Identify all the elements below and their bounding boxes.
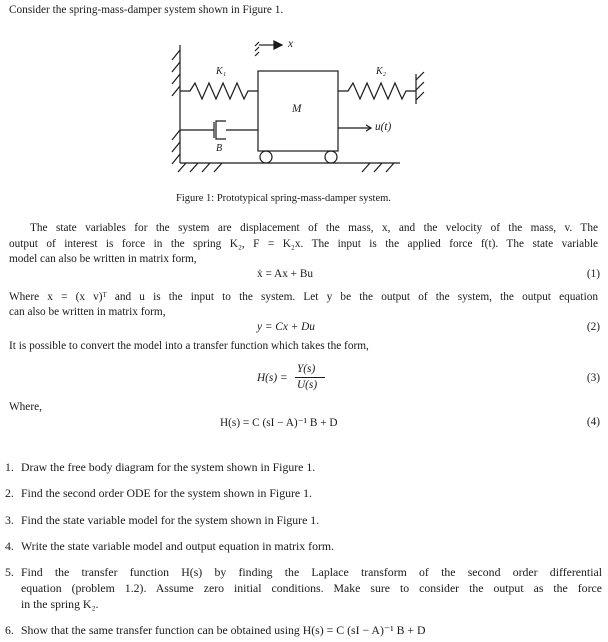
paragraph-line: can also be written in matrix form, bbox=[9, 306, 166, 318]
right-wall bbox=[416, 72, 424, 104]
equation-3-denominator: U(s) bbox=[297, 379, 318, 391]
spring-mass-damper-figure bbox=[0, 0, 608, 200]
fraction-bar bbox=[295, 377, 325, 378]
question-4: Write the state variable model and output equation in matrix form. bbox=[21, 539, 335, 553]
damper-label: B bbox=[216, 143, 223, 154]
paragraph-line: The state variables for the system are displacement of the mass, x, and the velocity of the mass, v. The bbox=[30, 222, 598, 234]
paragraph-line: Where x = (x v)ᵀ and u is the input to the system. Let y be the output of the system, the output equation bbox=[9, 291, 598, 303]
question-number: 5. bbox=[5, 565, 14, 579]
mass-label: M bbox=[292, 103, 302, 115]
equation-1: ẋ = Ax + Bu bbox=[257, 268, 314, 280]
input-label: u(t) bbox=[375, 121, 392, 133]
intro-text: Consider the spring-mass-damper system shown in Figure 1. bbox=[9, 4, 284, 16]
question-number: 6. bbox=[5, 623, 14, 637]
question-5-line: in the spring K₂. bbox=[21, 597, 99, 611]
equation-4: H(s) = C (sI − A)⁻¹ B + D bbox=[220, 417, 338, 429]
question-2: Find the second order ODE for the system shown in Figure 1. bbox=[21, 486, 312, 500]
paragraph-line: output of interest is force in the spring K₂, F = K₂x. The input is the applied force f(t). The state variable bbox=[9, 238, 598, 250]
equation-4-number: (4) bbox=[586, 416, 600, 428]
input-arrow bbox=[338, 125, 371, 131]
equation-3-number: (3) bbox=[586, 372, 600, 384]
where-label: Where, bbox=[9, 401, 42, 413]
paragraph-line: It is possible to convert the model into a transfer function which takes the form, bbox=[9, 340, 369, 352]
floor bbox=[178, 163, 400, 172]
damper-b bbox=[180, 121, 258, 139]
question-number: 3. bbox=[5, 513, 14, 527]
question-number: 1. bbox=[5, 460, 14, 474]
paragraph-line: model can also be written in matrix form, bbox=[9, 253, 197, 265]
equation-1-number: (1) bbox=[586, 268, 600, 280]
k1-label: K₁ bbox=[216, 66, 227, 77]
left-wall bbox=[172, 45, 180, 164]
wheel-right bbox=[325, 151, 337, 163]
question-number: 4. bbox=[5, 539, 14, 553]
question-6: Show that the same transfer function can be obtained using H(s) = C (sI − A)⁻¹ B + D bbox=[21, 623, 426, 637]
equation-2-number: (2) bbox=[586, 321, 600, 333]
question-5-line: equation (problem 1.2). Assume zero initial conditions. Make sure to consider the output as the force bbox=[21, 581, 602, 595]
question-1: Draw the free body diagram for the system shown in Figure 1. bbox=[21, 460, 316, 474]
figure-caption: Figure 1: Prototypical spring-mass-damper system. bbox=[176, 193, 391, 204]
spring-k1 bbox=[180, 83, 258, 99]
x-arrow bbox=[255, 41, 282, 56]
wheel-left bbox=[260, 151, 272, 163]
k2-label: K₂ bbox=[376, 66, 387, 77]
question-number: 2. bbox=[5, 486, 14, 500]
spring-k2 bbox=[338, 83, 416, 99]
equation-2: y = Cx + Du bbox=[257, 321, 315, 333]
question-5-line: Find the transfer function H(s) by finding the Laplace transform of the second order differential bbox=[21, 565, 602, 579]
equation-3-numerator: Y(s) bbox=[297, 363, 316, 375]
equation-3-lhs: H(s) = bbox=[257, 372, 288, 384]
question-3: Find the state variable model for the system shown in Figure 1. bbox=[21, 513, 320, 527]
x-label: x bbox=[288, 38, 294, 50]
